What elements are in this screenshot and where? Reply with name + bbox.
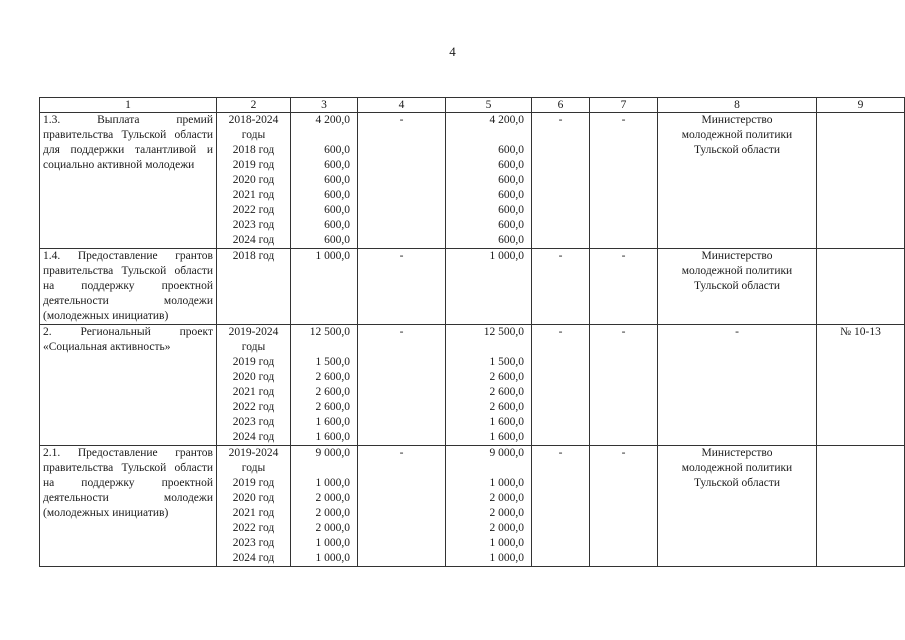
col4-value: - bbox=[358, 113, 446, 249]
year-value: 600,0 bbox=[324, 174, 350, 186]
year-value: 1 000,0 bbox=[315, 477, 350, 489]
col7-value: - bbox=[590, 249, 658, 325]
year-value: 1 000,0 bbox=[315, 537, 350, 549]
spacer bbox=[449, 340, 528, 355]
year-value: 600,0 bbox=[498, 219, 524, 231]
executor-line: Министерство bbox=[701, 114, 773, 126]
year-value: 600,0 bbox=[498, 174, 524, 186]
program-table bbox=[39, 97, 905, 567]
col5-values bbox=[446, 325, 532, 446]
total-value: 9 000,0 bbox=[489, 447, 524, 459]
year-line: 2020 год bbox=[232, 492, 275, 504]
col7-value: - bbox=[590, 446, 658, 567]
year-line: 2024 год bbox=[232, 431, 275, 443]
year-line: 2024 год bbox=[232, 552, 275, 564]
row-period bbox=[217, 446, 291, 567]
year-line: 2021 год bbox=[232, 507, 275, 519]
year-value: 1 500,0 bbox=[489, 356, 524, 368]
column-header-9: 9 bbox=[817, 98, 905, 113]
column-header-8: 8 bbox=[658, 98, 817, 113]
table-row bbox=[40, 446, 905, 567]
executor-line: Министерство bbox=[701, 447, 773, 459]
total-value: 9 000,0 bbox=[315, 447, 350, 459]
row-period bbox=[217, 113, 291, 249]
table-body bbox=[40, 113, 905, 567]
col4-value: - bbox=[358, 249, 446, 325]
total-value: 12 500,0 bbox=[483, 326, 524, 338]
column-header-2: 2 bbox=[217, 98, 291, 113]
col9-value bbox=[817, 249, 905, 325]
year-value: 1 000,0 bbox=[489, 537, 524, 549]
spacer bbox=[449, 461, 528, 476]
table-row bbox=[40, 113, 905, 249]
row-period bbox=[217, 325, 291, 446]
year-value: 2 600,0 bbox=[489, 386, 524, 398]
table-row bbox=[40, 249, 905, 325]
col5-values bbox=[446, 249, 532, 325]
year-line: 2020 год bbox=[232, 174, 275, 186]
year-line: 2019 год bbox=[232, 356, 275, 368]
col6-value: - bbox=[532, 325, 590, 446]
year-line: 2022 год bbox=[232, 401, 275, 413]
year-line: 2022 год bbox=[232, 204, 275, 216]
column-header-3: 3 bbox=[291, 98, 358, 113]
year-value: 2 000,0 bbox=[315, 492, 350, 504]
year-value: 600,0 bbox=[498, 234, 524, 246]
year-value: 2 600,0 bbox=[315, 386, 350, 398]
year-value: 2 600,0 bbox=[489, 371, 524, 383]
column-header-4: 4 bbox=[358, 98, 446, 113]
col9-value bbox=[817, 113, 905, 249]
executor bbox=[658, 113, 817, 249]
total-value: 4 200,0 bbox=[489, 114, 524, 126]
executor bbox=[658, 325, 817, 446]
year-value: 1 600,0 bbox=[315, 416, 350, 428]
year-line: 2022 год bbox=[232, 522, 275, 534]
col7-value: - bbox=[590, 325, 658, 446]
year-value: 2 000,0 bbox=[489, 522, 524, 534]
year-value: 600,0 bbox=[498, 204, 524, 216]
column-header-6: 6 bbox=[532, 98, 590, 113]
col3-values bbox=[291, 249, 358, 325]
spacer bbox=[294, 128, 354, 143]
year-line: 2018 год bbox=[232, 144, 275, 156]
total-value: 12 500,0 bbox=[309, 326, 350, 338]
year-value: 600,0 bbox=[324, 234, 350, 246]
year-line: 2023 год bbox=[232, 416, 275, 428]
spacer bbox=[294, 340, 354, 355]
year-value: 2 000,0 bbox=[489, 507, 524, 519]
period-line: 2019-2024 bbox=[228, 326, 279, 338]
column-header-7: 7 bbox=[590, 98, 658, 113]
row-name: 2.1. Предоставление грантов правительства Тульской области на поддержку проектной деятельности молодежи (молодежных инициатив) bbox=[40, 446, 217, 567]
executor bbox=[658, 446, 817, 567]
executor-line: Тульской области bbox=[693, 144, 780, 156]
year-value: 1 600,0 bbox=[315, 431, 350, 443]
year-line: 2024 год bbox=[232, 234, 275, 246]
col9-value bbox=[817, 446, 905, 567]
period-line: годы bbox=[241, 462, 266, 474]
spacer bbox=[449, 128, 528, 143]
row-period bbox=[217, 249, 291, 325]
row-name: 1.3. Выплата премий правительства Тульской области для поддержки талантливой и социально активной молодежи bbox=[40, 113, 217, 249]
year-value: 1 600,0 bbox=[489, 416, 524, 428]
year-value: 600,0 bbox=[324, 189, 350, 201]
year-value: 1 500,0 bbox=[315, 356, 350, 368]
col3-values bbox=[291, 446, 358, 567]
total-value: 1 000,0 bbox=[315, 250, 350, 262]
spacer bbox=[294, 461, 354, 476]
year-line: 2021 год bbox=[232, 189, 275, 201]
column-header-5: 5 bbox=[446, 98, 532, 113]
period-line: 2019-2024 bbox=[228, 447, 279, 459]
executor-line: Тульской области bbox=[693, 477, 780, 489]
year-value: 2 600,0 bbox=[315, 401, 350, 413]
executor-line: молодежной политики bbox=[681, 462, 793, 474]
year-value: 1 000,0 bbox=[315, 552, 350, 564]
period-line: годы bbox=[241, 341, 266, 353]
col7-value: - bbox=[590, 113, 658, 249]
total-value: 4 200,0 bbox=[315, 114, 350, 126]
year-value: 1 000,0 bbox=[489, 552, 524, 564]
header-row bbox=[40, 98, 905, 113]
col4-value: - bbox=[358, 325, 446, 446]
year-line: 2023 год bbox=[232, 219, 275, 231]
year-value: 600,0 bbox=[498, 189, 524, 201]
year-value: 600,0 bbox=[498, 159, 524, 171]
executor-line: Тульской области bbox=[693, 280, 780, 292]
executor-line: Министерство bbox=[701, 250, 773, 262]
year-value: 2 000,0 bbox=[489, 492, 524, 504]
col4-value: - bbox=[358, 446, 446, 567]
year-value: 600,0 bbox=[324, 219, 350, 231]
col5-values bbox=[446, 446, 532, 567]
year-value: 600,0 bbox=[324, 159, 350, 171]
col3-values bbox=[291, 113, 358, 249]
col5-values bbox=[446, 113, 532, 249]
col6-value: - bbox=[532, 113, 590, 249]
executor bbox=[658, 249, 817, 325]
year-value: 2 000,0 bbox=[315, 507, 350, 519]
col9-value: № 10-13 bbox=[817, 325, 905, 446]
col6-value: - bbox=[532, 249, 590, 325]
year-line: 2019 год bbox=[232, 159, 275, 171]
row-name: 2. Региональный проект «Социальная активность» bbox=[40, 325, 217, 446]
executor-line: - bbox=[735, 326, 739, 338]
year-line: 2023 год bbox=[232, 537, 275, 549]
executor-line: молодежной политики bbox=[681, 265, 793, 277]
year-value: 2 000,0 bbox=[315, 522, 350, 534]
year-value: 2 600,0 bbox=[489, 401, 524, 413]
year-value: 1 600,0 bbox=[489, 431, 524, 443]
year-value: 600,0 bbox=[324, 144, 350, 156]
year-line: 2021 год bbox=[232, 386, 275, 398]
year-line: 2019 год bbox=[232, 477, 275, 489]
executor-line: молодежной политики bbox=[681, 129, 793, 141]
row-name: 1.4. Предоставление грантов правительства Тульской области на поддержку проектной деятельности молодежи (молодежных инициатив) bbox=[40, 249, 217, 325]
period-line: 2018-2024 bbox=[228, 114, 279, 126]
period-line: годы bbox=[241, 129, 266, 141]
table-row bbox=[40, 325, 905, 446]
period-line: 2018 год bbox=[232, 250, 275, 262]
year-value: 600,0 bbox=[498, 144, 524, 156]
col6-value: - bbox=[532, 446, 590, 567]
year-value: 2 600,0 bbox=[315, 371, 350, 383]
year-value: 1 000,0 bbox=[489, 477, 524, 489]
total-value: 1 000,0 bbox=[489, 250, 524, 262]
year-line: 2020 год bbox=[232, 371, 275, 383]
year-value: 600,0 bbox=[324, 204, 350, 216]
page-number: 4 bbox=[449, 44, 456, 59]
col3-values bbox=[291, 325, 358, 446]
column-header-1: 1 bbox=[40, 98, 217, 113]
